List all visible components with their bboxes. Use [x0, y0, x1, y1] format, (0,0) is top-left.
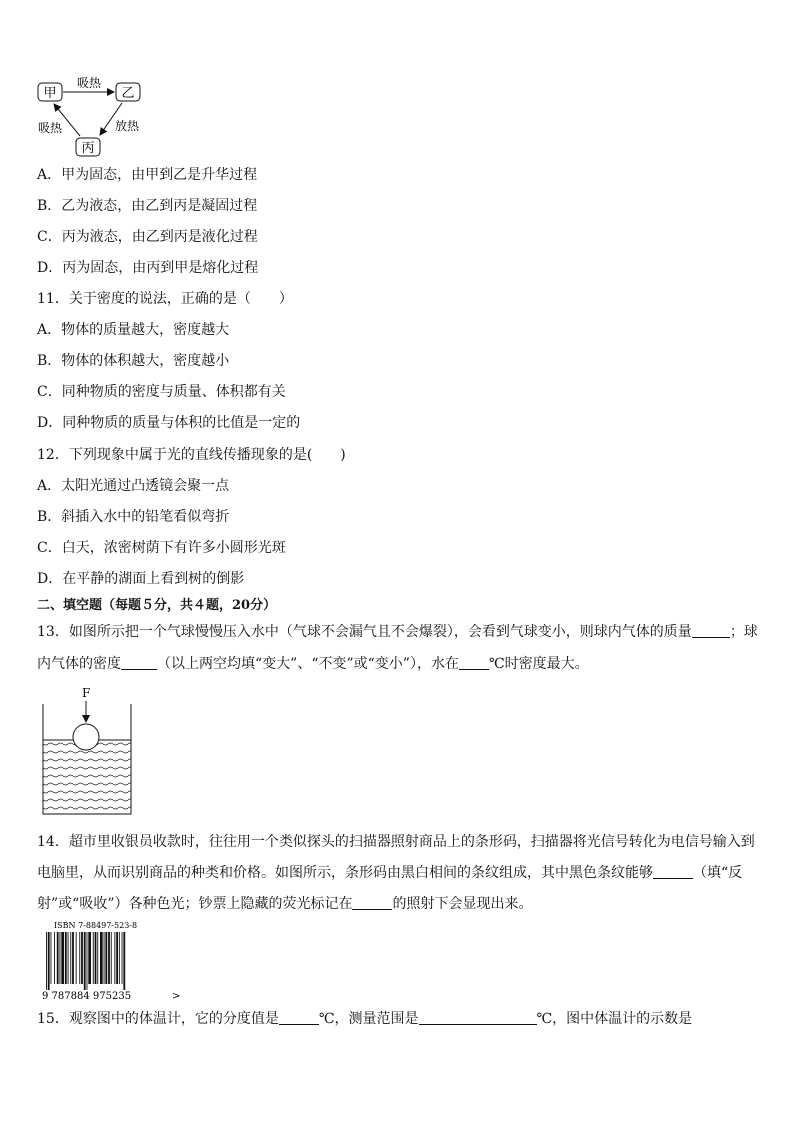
barcode-bar	[60, 932, 61, 984]
barcode-bar	[68, 932, 69, 984]
node-bing: 丙	[81, 141, 95, 156]
q11-option-a: A．物体的质量越大，密度越大	[37, 322, 230, 338]
barcode-bar	[61, 932, 64, 984]
water	[43, 740, 131, 814]
balloon	[73, 724, 99, 750]
barcode-bar	[79, 932, 80, 984]
edge-label-jia-yi: 吸热	[76, 76, 102, 90]
q13-blank-temperature[interactable]	[459, 655, 489, 670]
barcode-bar	[100, 932, 103, 984]
barcode-bar	[108, 932, 110, 984]
balloon-water-figure	[38, 684, 138, 818]
barcode-bar	[51, 932, 52, 984]
barcode-bar	[105, 932, 107, 984]
barcode-bar	[97, 932, 98, 984]
q12-stem: 12．下列现象中属于光的直线传播现象的是( )	[37, 447, 346, 463]
q12-option-b: B．斜插入水中的铅笔看似弯折	[37, 509, 230, 525]
barcode-bar	[95, 932, 97, 984]
phase-change-diagram	[30, 72, 160, 162]
q14-blank-absorb[interactable]	[653, 864, 693, 879]
barcode-bar	[57, 932, 59, 984]
barcode-bar	[84, 932, 86, 990]
node-jia: 甲	[43, 86, 57, 101]
q13-blank-mass[interactable]	[692, 623, 730, 638]
barcode-bar	[93, 932, 94, 984]
barcode-digits: 9 787884 975235	[42, 991, 132, 1002]
node-yi: 乙	[121, 86, 135, 101]
barcode-end-mark: >	[172, 991, 181, 1002]
q15-blank-range[interactable]	[419, 1010, 537, 1025]
q13-text-1b: ；球	[729, 624, 758, 640]
q10-option-a: A．甲为固态，由甲到乙是升华过程	[37, 167, 258, 183]
barcode-bar	[87, 932, 88, 990]
q14-line-3	[37, 895, 532, 913]
barcode-figure	[40, 918, 190, 1004]
section-2-title: 二、填空题（每题５分，共４题，20分）	[37, 598, 277, 613]
barcode-bar	[46, 932, 47, 990]
q14-text-3a: 射”或“吸收”）各种色光；钞票上隐藏的荧光标记在	[37, 896, 353, 912]
q13-text-2a: 内气体的密度	[37, 656, 121, 672]
barcode-bar	[72, 932, 74, 984]
q14-line-2	[37, 864, 742, 882]
q13-blank-density[interactable]	[121, 655, 157, 670]
q14-line-1: 14．超市里收银员收款时，往往用一个类似探头的扫描器照射商品上的条形码，扫描器将光信号转化为电信号输入到	[37, 834, 755, 850]
q12-option-a: A．太阳光通过凸透镜会聚一点	[37, 478, 230, 494]
q13-text-2c: ℃时密度最大。	[488, 656, 589, 672]
q11-option-b: B．物体的体积越大，密度越小	[37, 353, 230, 369]
barcode-bar	[104, 932, 105, 984]
q15-blank-division[interactable]	[279, 1010, 319, 1025]
isbn-label: ISBN 7-88497-523-8	[54, 921, 138, 930]
edge-label-bing-jia: 吸热	[38, 121, 63, 135]
barcode-bar	[76, 932, 77, 984]
barcode-bar	[116, 932, 118, 984]
barcode-bar	[119, 932, 120, 984]
q13-text-1a: 13．如图所示把一个气球慢慢压入水中（气球不会漏气且不会爆裂），会看到气球变小，则球内气体的质量	[37, 624, 692, 640]
q13-line-2	[37, 655, 589, 673]
barcode-bar	[123, 932, 125, 990]
q10-option-b: B．乙为液态，由乙到丙是凝固过程	[37, 198, 258, 214]
barcode-bar	[81, 932, 83, 984]
q13-text-2b: （以上两空均填“变大”、“不变”或“变小”），水在	[157, 656, 459, 672]
q12-option-c: C．白天，浓密树荫下有许多小圆形光斑	[37, 540, 286, 556]
q15-line-1	[37, 1010, 692, 1028]
barcode-bar	[114, 932, 115, 984]
q13-line-1	[37, 623, 758, 641]
q11-option-c: C．同种物质的密度与质量、体积都有关	[37, 384, 286, 400]
force-label: F	[82, 686, 91, 700]
q10-option-d: D．丙为固态，由丙到甲是熔化过程	[37, 260, 259, 276]
barcode-bar	[70, 932, 71, 984]
q11-stem: 11．关于密度的说法，正确的是（ ）	[37, 291, 293, 307]
q12-option-d: D．在平静的湖面上看到树的倒影	[37, 571, 245, 587]
edge-label-yi-bing: 放热	[115, 119, 140, 133]
barcode-bar	[122, 932, 123, 984]
q11-option-d: D．同种物质的质量与体积的比值是一定的	[37, 415, 301, 431]
q15-text-c: ℃，图中体温计的示数是	[536, 1011, 693, 1027]
barcode-bar	[65, 932, 67, 984]
barcode-bar	[111, 932, 112, 984]
q10-option-c: C．丙为液态，由乙到丙是液化过程	[37, 229, 258, 245]
barcode-bar	[88, 932, 91, 984]
q14-blank-light[interactable]	[352, 895, 392, 910]
barcode-bars	[46, 932, 125, 990]
q14-text-3b: 的照射下会显现出来。	[392, 896, 533, 912]
q14-text-2b: （填“反	[693, 865, 743, 881]
barcode-bar	[48, 932, 50, 990]
q15-text-b: ℃，测量范围是	[318, 1011, 419, 1027]
q14-text-2a: 电脑里，从而识别商品的种类和价格。如图所示，条形码由黑白相间的条纹组成，其中黑色条纹能够	[37, 865, 653, 881]
q15-text-a: 15．观察图中的体温计，它的分度值是	[37, 1011, 279, 1027]
barcode-bar	[54, 932, 55, 984]
